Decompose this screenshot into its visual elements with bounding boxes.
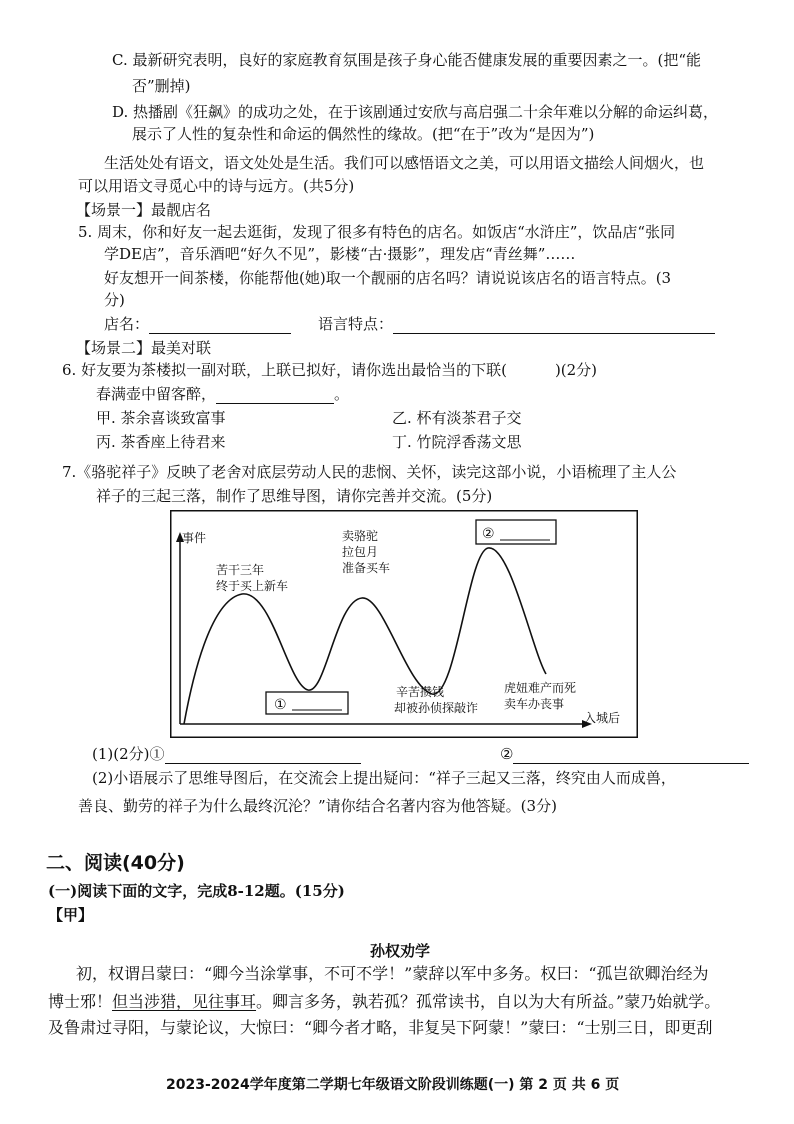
reading-section-title: 二、阅读(40分)	[46, 852, 185, 874]
trough2-line1: 辛苦攒钱	[396, 685, 445, 699]
shop-name-row	[104, 314, 291, 334]
q6-upper-couplet: 春满壶中留客醉，	[96, 385, 217, 403]
passage-line2-start: 博士邪！	[48, 992, 113, 1011]
peak1-line1: 苦干三年	[216, 563, 265, 577]
y-axis-label: 事件	[182, 531, 207, 545]
q6-option-d: 丁. 竹院浮香荡文思	[392, 433, 522, 451]
trough3-line2: 卖车办丧事	[504, 697, 565, 711]
q7-sub1-label2: ②	[500, 745, 514, 763]
q6-stem: 6. 好友要为茶楼拟一副对联，上联已拟好，请你选出最恰当的下联(	[62, 361, 507, 379]
q7-sub2-line1: (2)小语展示了思维导图后，在交流会上提出疑问：“祥子三起又三落，终究由人而成兽，	[92, 769, 676, 787]
q4-option-c-line2: 否”删掉)	[132, 77, 191, 95]
q7-sub1-label: (1)(2分)①	[92, 745, 165, 763]
q7-line2: 祥子的三起三落，制作了思维导图，请你完善并交流。(5分)	[96, 487, 493, 505]
q4-option-d-line2: 展示了人性的复杂性和命运的偶然性的缘故。(把“在于”改为“是因为”)	[132, 125, 595, 143]
q7-sub2-line2: 善良、勤劳的祥子为什么最终沉沦？”请你结合名著内容为他答疑。(3分)	[78, 797, 557, 815]
q4-option-c-line1: C. 最新研究表明，良好的家庭教育氛围是孩子身心能否健康发展的重要因素之一。(把“能	[112, 51, 702, 69]
answer-box-1-label: ①	[274, 697, 287, 713]
passage-title: 孙权劝学	[370, 942, 431, 960]
passage-line1: 初，权谓吕蒙曰：“卿今当涂掌事，不可不学！”蒙辞以军中多务。权曰：“孤岂欲卿治经为	[76, 964, 709, 983]
reading-part1-instructions: (一)阅读下面的文字，完成8-12题。(15分)	[48, 882, 345, 900]
scene2-title: 【场景二】最美对联	[76, 339, 212, 357]
language-feature-blank[interactable]	[393, 317, 715, 334]
passage-underlined-sentence: 但当涉猎，见往事耳	[112, 992, 257, 1011]
q6-option-a: 甲. 茶余喜谈致富事	[96, 409, 226, 427]
q7-sub1-row	[92, 744, 361, 764]
q6-option-b: 乙. 杯有淡茶君子交	[392, 409, 522, 427]
intro-line2: 可以用语文寻觅心中的诗与远方。(共5分)	[78, 177, 355, 195]
peak1-line2: 终于买上新车	[216, 579, 289, 593]
passage-line2	[48, 992, 720, 1012]
q5-line3: 好友想开一间茶楼，你能帮他(她)取一个靓丽的店名吗？请说说该店名的语言特点。(3	[104, 269, 672, 287]
q6-score: )(2分)	[554, 361, 598, 379]
page-footer: 2023-2024学年度第二学期七年级语文阶段训练题(一) 第 2 页 共 6 页	[166, 1077, 620, 1093]
reading-jia-label: 【甲】	[48, 906, 94, 924]
trough3-line1: 虎妞难产而死	[504, 681, 577, 695]
q7-sub1-row2	[500, 744, 749, 764]
q6-option-c: 丙. 茶香座上待君来	[96, 433, 226, 451]
q6-line2	[96, 384, 349, 404]
q5-line1: 5. 周末，你和好友一起去逛街，发现了很多有特色的店名。如饭店“水浒庄”，饮品店“张同	[78, 223, 676, 241]
shop-name-label: 店名：	[104, 315, 150, 333]
shop-name-blank[interactable]	[149, 317, 291, 334]
q4-option-d-line1: D. 热播剧《狂飙》的成功之处，在于该剧通过安欣与高启强二十余年难以分解的命运纠葛，	[112, 103, 719, 121]
q7-line1: 7.《骆驼祥子》反映了老舍对底层劳动人民的悲悯、关怀，读完这部小说，小语梳理了主人公	[62, 463, 677, 481]
passage-line2-end: 。卿言多务，孰若孤？孤常读书，自以为大有所益。”蒙乃始就学。	[256, 992, 721, 1011]
q5-line2: 学DE店”，音乐酒吧“好久不见”，影楼“古·摄影”，理发店“青丝舞”……	[104, 245, 576, 263]
q6-period: 。	[334, 385, 350, 403]
q6-lower-couplet-blank[interactable]	[216, 387, 334, 404]
mind-map-diagram	[170, 510, 638, 738]
q6-line1	[62, 360, 597, 380]
scene1-title: 【场景一】最靓店名	[76, 201, 212, 219]
q7-sub1-blank-1[interactable]	[165, 747, 361, 764]
answer-box-2-label: ②	[482, 526, 495, 542]
q5-line4: 分)	[104, 291, 125, 309]
language-feature-label: 语言特点：	[318, 315, 394, 333]
peak2-line3: 准备买车	[342, 561, 391, 575]
q7-sub1-blank-2[interactable]	[513, 747, 749, 764]
language-feature-row	[318, 314, 715, 334]
peak2-line2: 拉包月	[342, 545, 379, 559]
passage-line3: 及鲁肃过寻阳，与蒙论议，大惊曰：“卿今者才略，非复吴下阿蒙！”蒙曰：“士别三日，即更刮	[48, 1018, 713, 1037]
peak2-line1: 卖骆驼	[342, 529, 379, 543]
trough2-line2: 却被孙侦探敲诈	[394, 701, 479, 715]
intro-line1: 生活处处有语文，语文处处是生活。我们可以感悟语文之美，可以用语文描绘人间烟火，也	[104, 154, 705, 172]
x-axis-label: 入城后	[584, 711, 621, 725]
